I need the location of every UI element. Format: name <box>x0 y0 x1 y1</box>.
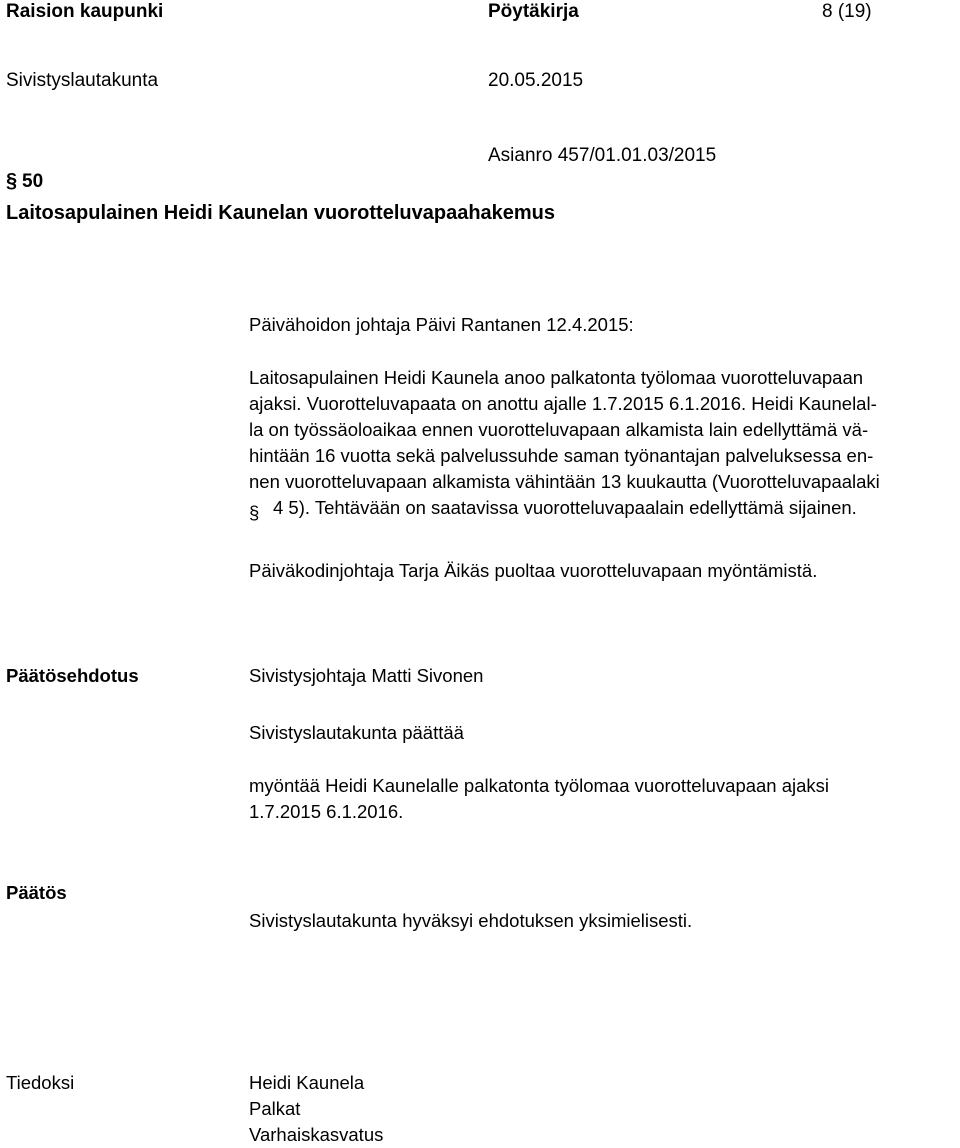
item-number: 50 <box>22 171 44 192</box>
recommendation: Päiväkodinjohtaja Tarja Äikäs puoltaa vuorotteluvapaan myöntämistä. <box>249 560 818 581</box>
case-number: Asianro 457/01.01.03/2015 <box>488 145 717 166</box>
paragraph-line: Laitosapulainen Heidi Kaunela anoo palkatonta työlomaa vuorotteluvapaan <box>249 367 864 388</box>
recipient: Heidi Kaunela <box>249 1072 365 1093</box>
law-section-sign: § <box>249 502 260 523</box>
meeting-date: 20.05.2015 <box>488 70 584 91</box>
paragraph-line: 4 5). Tehtävään on saatavissa vuorotteluvapaalain edellyttämä sijainen. <box>273 497 857 518</box>
recipient: Varhaiskasvatus <box>249 1124 384 1145</box>
paragraph-line: ajaksi. Vuorotteluvapaata on anottu ajalle 1.7.2015 6.1.2016. Heidi Kaunelal- <box>249 393 877 414</box>
paragraph-line: la on työssäoloaikaa ennen vuorotteluvapaan alkamista lain edellyttämä vä- <box>249 419 869 440</box>
decision-line: 1.7.2015 6.1.2016. <box>249 801 404 822</box>
proposal-decision <box>249 773 949 825</box>
document-type: Pöytäkirja <box>488 1 579 22</box>
proposer: Sivistysjohtaja Matti Sivonen <box>249 665 484 686</box>
recipient: Palkat <box>249 1098 301 1119</box>
section-sign: § <box>6 170 18 192</box>
decision-line: myöntää Heidi Kaunelalle palkatonta työlomaa vuorotteluvapaan ajaksi <box>249 775 830 796</box>
paragraph-line: hintään 16 vuotta sekä palvelussuhde saman työnantajan palveluksessa en- <box>249 445 874 466</box>
organization-name: Raision kaupunki <box>6 1 164 22</box>
decision-label: Päätös <box>6 882 67 903</box>
notices-label: Tiedoksi <box>6 1072 75 1093</box>
committee-decides: Sivistyslautakunta päättää <box>249 722 464 743</box>
proposal-label: Päätösehdotus <box>6 665 139 686</box>
decision-text: Sivistyslautakunta hyväksyi ehdotuksen yksimielisesti. <box>249 910 693 931</box>
preparation-paragraph <box>249 365 949 521</box>
paragraph-line: nen vuorotteluvapaan alkamista vähintään 13 kuukautta (Vuorotteluvapaalaki <box>249 471 880 492</box>
notices-recipients <box>249 1070 383 1148</box>
page-number: 8 (19) <box>822 1 872 22</box>
committee-name: Sivistyslautakunta <box>6 70 159 91</box>
item-title: Laitosapulainen Heidi Kaunelan vuorotteluvapaahakemus <box>6 202 556 224</box>
preparer-intro: Päivähoidon johtaja Päivi Rantanen 12.4.2015: <box>249 314 634 335</box>
